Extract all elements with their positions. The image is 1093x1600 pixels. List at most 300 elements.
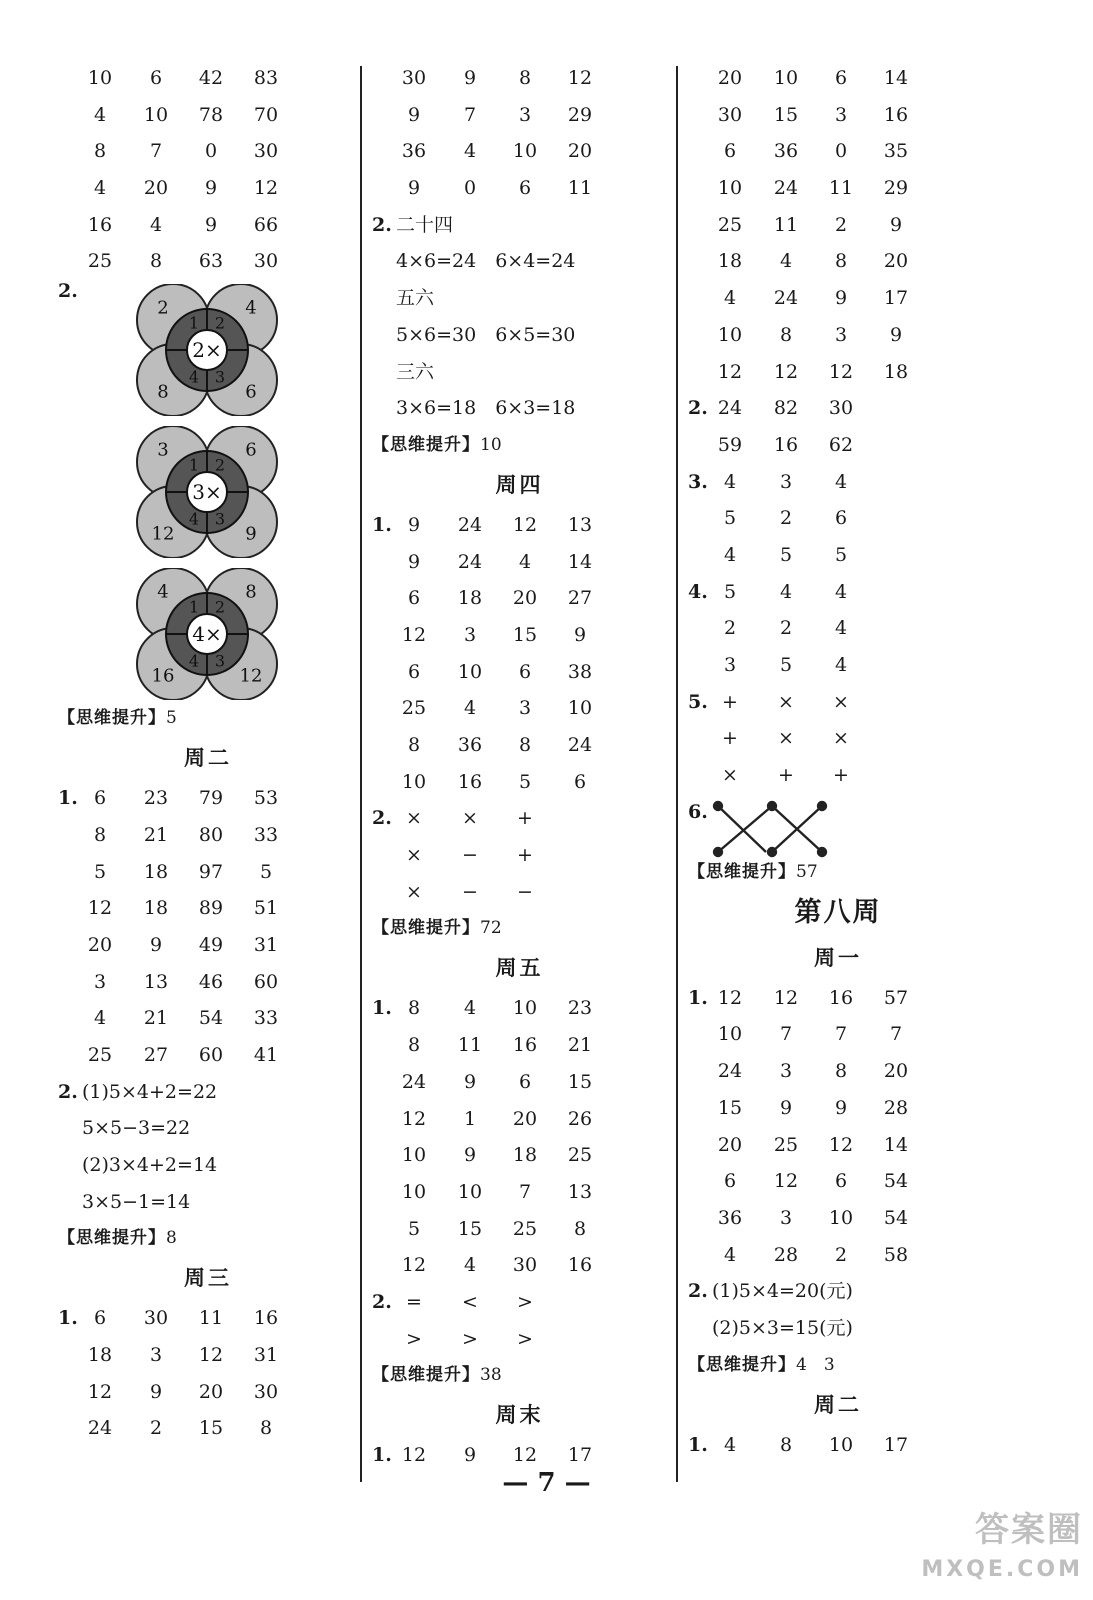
- question-number: 2.: [372, 213, 392, 236]
- answer-cell: 6: [834, 67, 848, 89]
- answer-row: [58, 207, 358, 244]
- answer-cell: 79: [198, 787, 224, 810]
- answer-row: [688, 684, 988, 721]
- answer-cell: 16: [773, 433, 799, 456]
- answer-grid: [58, 1300, 358, 1447]
- answer-cell: 30: [717, 103, 743, 126]
- answer-cell: 4: [779, 580, 793, 603]
- answer-grid: [688, 980, 988, 1274]
- answer-cell: 16: [883, 103, 909, 126]
- flower-outer-number: 9: [245, 523, 257, 545]
- answer-cell: 4: [723, 1243, 737, 1266]
- equation-line: [58, 1147, 358, 1184]
- answer-cell: 9: [463, 1144, 477, 1167]
- answer-row: [688, 133, 988, 170]
- answer-cell: <: [462, 1290, 478, 1313]
- flower-center-label: 4×: [192, 622, 222, 647]
- answer-cell: 10: [401, 1180, 427, 1203]
- answer-row: [688, 1053, 988, 1090]
- answer-cell: 27: [143, 1043, 169, 1066]
- flower-outer-number: 6: [245, 381, 257, 403]
- equation-text: (1)5×4+2=22: [82, 1080, 218, 1103]
- answer-cell: 5: [407, 1217, 421, 1240]
- answer-cell: 89: [198, 897, 224, 920]
- flower-outer-number: 16: [151, 665, 175, 687]
- answer-cell: 24: [773, 287, 799, 310]
- question-number: 2.: [372, 1290, 392, 1313]
- answer-grid: [58, 60, 358, 280]
- answer-cell: 6: [149, 67, 163, 89]
- answer-cell: 4: [834, 470, 848, 493]
- answer-cell: 12: [512, 1444, 538, 1467]
- answer-cell: 8: [93, 823, 107, 846]
- answer-cell: 10: [773, 67, 799, 89]
- answer-cell: 4: [463, 1254, 477, 1277]
- answer-cell: 21: [567, 1034, 593, 1057]
- thinking-boost: 【思维提升】4 3: [688, 1354, 835, 1375]
- answer-row: [372, 874, 667, 911]
- answer-grid: [688, 390, 988, 463]
- answer-cell: 10: [457, 660, 483, 683]
- answer-cell: >: [517, 1327, 533, 1350]
- answer-cell: 11: [567, 177, 593, 200]
- answer-row: [688, 1090, 988, 1127]
- answer-row: [372, 1174, 667, 1211]
- answer-cell: 2: [723, 617, 737, 640]
- answer-row: [372, 1101, 667, 1138]
- equation-lines: [688, 1273, 988, 1346]
- flower-inner-number: 4: [188, 651, 200, 671]
- answer-row: [372, 580, 667, 617]
- answer-cell: 53: [253, 787, 279, 810]
- answer-cell: 41: [253, 1043, 279, 1066]
- answer-cell: +: [517, 807, 533, 830]
- answer-cell: 9: [889, 323, 903, 346]
- answer-cell: 4: [723, 470, 737, 493]
- answer-cell: 6: [93, 787, 107, 810]
- answer-cell: 8: [407, 997, 421, 1020]
- answer-cell: 33: [253, 823, 279, 846]
- answer-cell: 11: [828, 177, 854, 200]
- answer-cell: 25: [87, 250, 113, 273]
- answer-cell: 18: [717, 250, 743, 273]
- answer-row: [688, 1200, 988, 1237]
- question-number: 1.: [372, 997, 392, 1020]
- answer-cell: 3: [779, 470, 793, 493]
- answer-cell: 28: [773, 1243, 799, 1266]
- answer-row: [58, 964, 358, 1001]
- answer-cell: 3: [518, 697, 532, 720]
- answer-row: [688, 1163, 988, 1200]
- answer-cell: 25: [401, 697, 427, 720]
- answer-cell: 16: [87, 213, 113, 236]
- answer-cell: +: [517, 844, 533, 867]
- answer-cell: 7: [149, 140, 163, 163]
- answer-cell: 9: [463, 1444, 477, 1467]
- answer-cell: 6: [518, 177, 532, 200]
- answer-cell: 18: [883, 360, 909, 383]
- answer-cell: 8: [779, 1433, 793, 1456]
- answer-cell: 6: [573, 770, 587, 793]
- answer-cell: 25: [717, 213, 743, 236]
- answer-cell: ×: [406, 807, 422, 830]
- answer-cell: 9: [204, 213, 218, 236]
- equation-text: 5×6=30 6×5=30: [396, 323, 576, 346]
- flower-svg: [136, 284, 278, 416]
- answer-row: [58, 97, 358, 134]
- question-number: 2.: [58, 1080, 78, 1103]
- answer-cell: 36: [717, 1206, 743, 1229]
- answer-cell: 13: [143, 970, 169, 993]
- flower-inner-number: 4: [188, 509, 200, 529]
- answer-cell: 36: [401, 140, 427, 163]
- answer-cell: 10: [717, 323, 743, 346]
- answer-cell: 18: [143, 897, 169, 920]
- answer-cell: 0: [834, 140, 848, 163]
- answer-cell: ×: [833, 727, 849, 750]
- answer-cell: 36: [457, 734, 483, 756]
- answer-cell: 15: [457, 1217, 483, 1240]
- flower-outer-number: 6: [245, 439, 257, 461]
- answer-cell: 4: [779, 250, 793, 273]
- answer-row: [372, 1137, 667, 1174]
- answer-row: [688, 1427, 988, 1464]
- answer-cell: 12: [87, 1380, 113, 1403]
- answer-cell: 54: [883, 1206, 909, 1229]
- answer-cell: 6: [723, 140, 737, 163]
- answer-row: [58, 60, 358, 97]
- answer-cell: 8: [407, 734, 421, 756]
- answer-cell: 16: [567, 1254, 593, 1277]
- crossing-lines-diagram: [710, 800, 850, 860]
- answer-cell: 24: [87, 1417, 113, 1440]
- answer-cell: 25: [87, 1043, 113, 1066]
- question-number: 1.: [688, 986, 708, 1009]
- answer-cell: 10: [87, 67, 113, 89]
- answer-cell: −: [462, 844, 478, 867]
- answer-row: [688, 243, 988, 280]
- flower-inner-number: 1: [188, 313, 200, 333]
- answer-cell: 14: [567, 550, 593, 573]
- answer-cell: 30: [143, 1307, 169, 1330]
- answer-cell: 6: [723, 1170, 737, 1193]
- answer-cell: 12: [828, 360, 854, 383]
- equation-text: 4×6=24 6×4=24: [396, 250, 576, 273]
- flower-svg: [136, 426, 278, 558]
- answer-cell: 8: [93, 140, 107, 163]
- equation-line: [688, 1310, 988, 1347]
- answer-cell: 4: [149, 213, 163, 236]
- answer-cell: 16: [828, 986, 854, 1009]
- answer-cell: 1: [463, 1107, 477, 1130]
- answer-cell: 25: [773, 1133, 799, 1156]
- answer-cell: 21: [143, 823, 169, 846]
- answer-cell: 30: [828, 397, 854, 420]
- equation-line: [372, 243, 667, 280]
- answer-cell: 12: [198, 1344, 224, 1367]
- answer-cell: 10: [401, 770, 427, 793]
- answer-cell: 30: [401, 67, 427, 89]
- equation-text: 5×5−3=22: [82, 1117, 191, 1140]
- answer-row: [372, 800, 667, 837]
- answer-cell: 20: [883, 1060, 909, 1083]
- answer-cell: 4: [463, 140, 477, 163]
- flower-inner-number: 3: [214, 509, 226, 529]
- answer-cell: 2: [834, 1243, 848, 1266]
- answer-cell: ×: [462, 807, 478, 830]
- thinking-boost: 【思维提升】5: [58, 708, 177, 729]
- answer-cell: 6: [834, 507, 848, 530]
- answer-row: [688, 537, 988, 574]
- flower-diagram-3x: [136, 426, 278, 558]
- answer-cell: 8: [518, 67, 532, 89]
- answer-row: [688, 647, 988, 684]
- answer-cell: +: [722, 690, 738, 713]
- answer-cell: 0: [204, 140, 218, 163]
- watermark: 答案圈 MXQE.COM: [921, 1510, 1083, 1582]
- answer-cell: 97: [198, 860, 224, 883]
- answer-cell: 24: [717, 1060, 743, 1083]
- flower-outer-number: 2: [157, 297, 169, 319]
- answer-cell: 4: [93, 1007, 107, 1030]
- answer-cell: 7: [518, 1180, 532, 1203]
- sign-grid: [372, 1284, 667, 1357]
- thinking-boost: 【思维提升】8: [58, 1228, 177, 1249]
- answer-grid: [58, 780, 358, 1074]
- answer-cell: 10: [512, 997, 538, 1020]
- flower-center-label: 2×: [192, 338, 222, 363]
- answer-cell: 16: [457, 770, 483, 793]
- flower-outer-number: 3: [157, 439, 169, 461]
- question-number: 1.: [688, 1433, 708, 1456]
- flower-outer-number: 8: [157, 381, 169, 403]
- answer-cell: 11: [198, 1307, 224, 1330]
- answer-cell: 83: [253, 67, 279, 89]
- answer-row: [58, 133, 358, 170]
- answer-row: [372, 544, 667, 581]
- answer-cell: 10: [567, 697, 593, 720]
- answer-cell: 60: [198, 1043, 224, 1066]
- answer-cell: 5: [834, 543, 848, 566]
- answer-cell: 12: [567, 67, 593, 89]
- answer-cell: 9: [463, 1070, 477, 1093]
- answer-row: [688, 280, 988, 317]
- answer-cell: 57: [883, 986, 909, 1009]
- answer-row: [688, 720, 988, 757]
- answer-cell: 66: [253, 213, 279, 236]
- answer-cell: 3: [834, 103, 848, 126]
- question-number: 1.: [58, 787, 78, 810]
- answer-cell: 28: [883, 1096, 909, 1119]
- answer-cell: −: [517, 880, 533, 903]
- answer-cell: 58: [883, 1243, 909, 1266]
- answer-cell: 10: [717, 1023, 743, 1046]
- answer-row: [58, 1300, 358, 1337]
- question-number: 5.: [688, 690, 708, 713]
- answer-cell: 5: [779, 654, 793, 676]
- answer-cell: 9: [407, 177, 421, 200]
- answer-cell: 25: [567, 1144, 593, 1167]
- answer-row: [372, 690, 667, 727]
- answer-cell: 24: [773, 177, 799, 200]
- column-1: [58, 60, 358, 1447]
- answer-row: [688, 1127, 988, 1164]
- answer-cell: 9: [463, 67, 477, 89]
- section-heading: 周一: [814, 944, 862, 970]
- answer-cell: 20: [198, 1380, 224, 1403]
- answer-cell: 5: [93, 860, 107, 883]
- answer-grid: [372, 990, 667, 1284]
- answer-cell: 10: [828, 1206, 854, 1229]
- answer-row: [688, 574, 988, 611]
- answer-cell: 30: [512, 1254, 538, 1277]
- answer-row: [372, 97, 667, 134]
- answer-cell: 12: [401, 623, 427, 646]
- answer-row: [688, 170, 988, 207]
- answer-cell: 54: [198, 1007, 224, 1030]
- answer-cell: 4: [463, 697, 477, 720]
- answer-row: [58, 890, 358, 927]
- matching-lines-answer: [688, 794, 988, 854]
- flower-inner-number: 1: [188, 455, 200, 475]
- answer-cell: +: [778, 764, 794, 787]
- answer-cell: 12: [717, 360, 743, 383]
- answer-cell: 70: [253, 103, 279, 126]
- answer-cell: 17: [883, 287, 909, 310]
- answer-cell: 20: [717, 1133, 743, 1156]
- flower-svg: [136, 568, 278, 700]
- answer-row: [688, 317, 988, 354]
- flower-inner-number: 3: [214, 367, 226, 387]
- answer-cell: 20: [512, 587, 538, 610]
- answer-cell: 46: [198, 970, 224, 993]
- answer-cell: 82: [773, 397, 799, 420]
- answer-cell: 80: [198, 823, 224, 846]
- answer-cell: 10: [512, 140, 538, 163]
- answer-cell: 10: [457, 1180, 483, 1203]
- answer-cell: 60: [253, 970, 279, 993]
- answer-cell: 2: [779, 617, 793, 640]
- answer-cell: 31: [253, 1344, 279, 1367]
- answer-cell: 62: [828, 433, 854, 456]
- answer-cell: 16: [512, 1034, 538, 1057]
- equation-text: (2)3×4+2=14: [82, 1154, 218, 1176]
- answer-cell: 78: [198, 103, 224, 126]
- answer-cell: 20: [512, 1107, 538, 1130]
- answer-cell: 18: [457, 587, 483, 610]
- answer-cell: >: [462, 1327, 478, 1350]
- question-number: 2.: [688, 1280, 708, 1303]
- answer-cell: 12: [512, 513, 538, 536]
- equation-text: 二十四: [396, 213, 454, 236]
- question-number: 2.: [372, 807, 392, 830]
- answer-cell: 18: [87, 1344, 113, 1367]
- answer-cell: 27: [567, 587, 593, 610]
- answer-cell: 12: [253, 177, 279, 200]
- equation-lines: [58, 1074, 358, 1221]
- answer-cell: 9: [834, 1096, 848, 1119]
- answer-cell: 7: [463, 103, 477, 126]
- answer-cell: 4: [723, 287, 737, 310]
- thinking-boost: 【思维提升】10: [372, 434, 502, 455]
- answer-cell: 9: [149, 1380, 163, 1403]
- answer-cell: 5: [518, 770, 532, 793]
- answer-cell: 15: [567, 1070, 593, 1093]
- flower-outer-number: 8: [245, 581, 257, 603]
- equation-line: [688, 1273, 988, 1310]
- answer-row: [58, 1337, 358, 1374]
- answer-cell: 49: [198, 933, 224, 956]
- flower-diagram-2x: [136, 284, 278, 416]
- answer-cell: 30: [253, 250, 279, 273]
- answer-cell: >: [406, 1327, 422, 1350]
- answer-row: [58, 170, 358, 207]
- answer-cell: 9: [407, 103, 421, 126]
- answer-cell: 20: [567, 140, 593, 163]
- answer-cell: 9: [889, 213, 903, 236]
- answer-cell: 9: [407, 550, 421, 573]
- answer-cell: 13: [567, 513, 593, 536]
- answer-cell: 8: [407, 1034, 421, 1057]
- equation-line: [372, 354, 667, 391]
- answer-row: [58, 927, 358, 964]
- answer-row: [688, 500, 988, 537]
- question-number: 4.: [688, 580, 708, 603]
- answer-cell: 6: [834, 1170, 848, 1193]
- answer-row: [688, 207, 988, 244]
- question-number: 1.: [58, 1307, 78, 1330]
- question-number: 1.: [372, 513, 392, 536]
- section-heading: 周二: [184, 745, 232, 771]
- answer-cell: 2: [149, 1417, 163, 1440]
- column-3: [688, 60, 988, 1463]
- answer-row: [372, 727, 667, 764]
- answer-cell: ×: [833, 690, 849, 713]
- answer-cell: 4: [518, 550, 532, 573]
- answer-cell: 6: [93, 1307, 107, 1330]
- answer-grid: [688, 60, 988, 390]
- sign-grid: [372, 800, 667, 910]
- answer-cell: 9: [779, 1096, 793, 1119]
- answer-cell: 10: [143, 103, 169, 126]
- answer-cell: 10: [717, 177, 743, 200]
- answer-cell: 16: [253, 1307, 279, 1330]
- answer-cell: 3: [834, 323, 848, 346]
- answer-cell: 12: [828, 1133, 854, 1156]
- flower-inner-number: 2: [214, 455, 226, 475]
- equation-line: [58, 1184, 358, 1221]
- equation-line: [372, 317, 667, 354]
- answer-cell: 10: [401, 1144, 427, 1167]
- answer-cell: 59: [717, 433, 743, 456]
- equation-text: (2)5×3=15(元): [712, 1316, 853, 1339]
- answer-row: [688, 1237, 988, 1274]
- answer-cell: 3: [779, 1206, 793, 1229]
- answer-cell: 2: [779, 507, 793, 530]
- sign-grid: [688, 684, 988, 794]
- answer-cell: 4: [93, 177, 107, 200]
- answer-row: [372, 1284, 667, 1321]
- answer-row: [372, 60, 667, 97]
- answer-cell: 0: [463, 177, 477, 200]
- flower-outer-number: 12: [239, 665, 263, 687]
- answer-cell: 36: [773, 140, 799, 163]
- answer-cell: 12: [773, 360, 799, 383]
- answer-cell: 29: [567, 103, 593, 126]
- answer-cell: 18: [512, 1144, 538, 1167]
- equation-line: [58, 1110, 358, 1147]
- answer-cell: 18: [143, 860, 169, 883]
